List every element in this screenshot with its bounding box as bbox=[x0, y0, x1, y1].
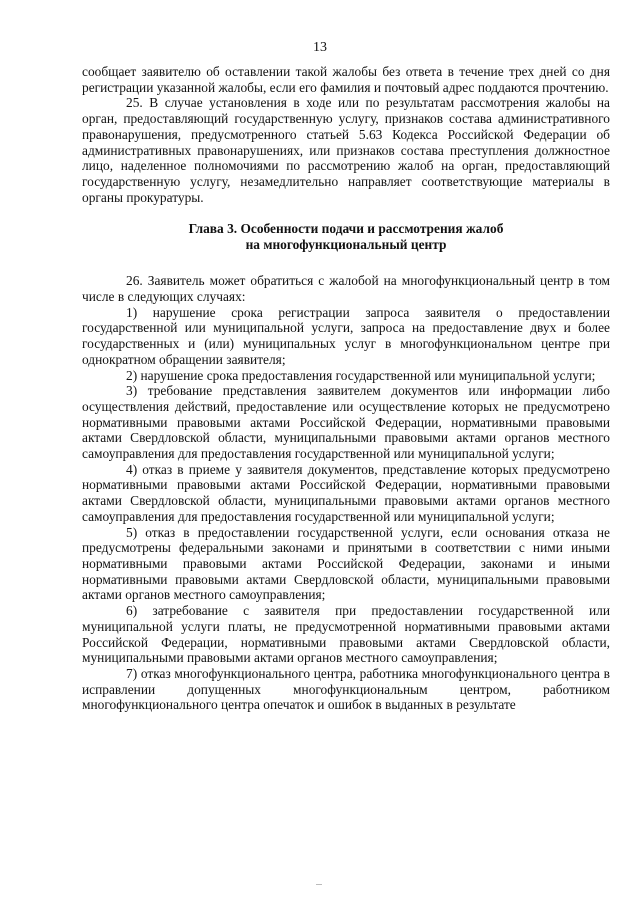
chapter-heading-line-1: Глава 3. Особенности подачи и рассмотрения жалоб bbox=[188, 221, 504, 237]
paragraph-25: 25. В случае установления в ходе или по результатам рассмотрения жалобы на орган, предоставляющий государственную услугу, признаков состава административного правонарушения, предусмотренного статьей 5.63 Кодекса Российской Федерации об административных правонарушениях, или признаков состава преступления должностное лицо, наделенное полномочиями по рассмотрению жалоб на орган, предоставляющий государственную услугу, незамедлительно направляет соответствующие материалы в органы прокуратуры. bbox=[82, 95, 610, 205]
list-item-6: 6) затребование с заявителя при предоставлении государственной или муниципальной услуги платы, не предусмотренной нормативными правовыми актами Российской Федерации, нормативными правовыми актами Свердловской области, муниципальными правовыми актами органов местного самоуправления; bbox=[82, 603, 610, 666]
page-number: 13 bbox=[313, 40, 327, 55]
list-item-4: 4) отказ в приеме у заявителя документов, представление которых предусмотрено нормативными правовыми актами Российской Федерации, нормативными правовыми актами Свердловской области, муниципальными правовыми актами органов местного самоуправления для предоставления государственной или муниципальной услуги; bbox=[82, 461, 610, 524]
list-item-1: 1) нарушение срока регистрации запроса заявителя о предоставлении государственной или муниципальной услуги, запроса на предоставление двух и более государственных и (или) муниципальных услуг в многофункциональном центре при однократном обращении заявителя; bbox=[82, 304, 610, 367]
paragraph-26: 26. Заявитель может обратиться с жалобой на многофункциональный центр в том числе в следующих случаях: bbox=[82, 273, 610, 305]
paragraph-continuation: сообщает заявителю об оставлении такой жалобы без ответа в течение трех дней со дня регистрации указанной жалобы, если его фамилия и почтовый адрес поддаются прочтению. bbox=[82, 64, 610, 95]
chapter-heading bbox=[82, 221, 610, 253]
document-body bbox=[82, 64, 610, 713]
chapter-heading-line-2: на многофункциональный центр bbox=[245, 237, 447, 253]
list-item-7: 7) отказ многофункционального центра, работника многофункционального центра в исправлении допущенных многофункциональным центром, работником многофункционального центра опечаток и ошибок в выданных в результате bbox=[82, 665, 610, 713]
list-item-5: 5) отказ в предоставлении государственной услуги, если основания отказа не предусмотрены федеральными законами и принятыми в соответствии с ними иными нормативными правовыми актами Российской Федерации, законами и иными нормативными правовыми актами Свердловской области, муниципальными правовыми актами органов местного самоуправления; bbox=[82, 524, 610, 603]
list-item-2: 2) нарушение срока предоставления государственной или муниципальной услуги; bbox=[126, 367, 596, 383]
list-item-3: 3) требование представления заявителем документов или информации либо осуществления действий, предоставление или осуществление которых не предусмотрено нормативными правовыми актами Российской Федерации, нормативными правовыми актами Свердловской области, муниципальными правовыми актами органов местного самоуправления для предоставления государственной или муниципальной услуги; bbox=[82, 383, 610, 462]
scan-mark bbox=[316, 884, 322, 885]
